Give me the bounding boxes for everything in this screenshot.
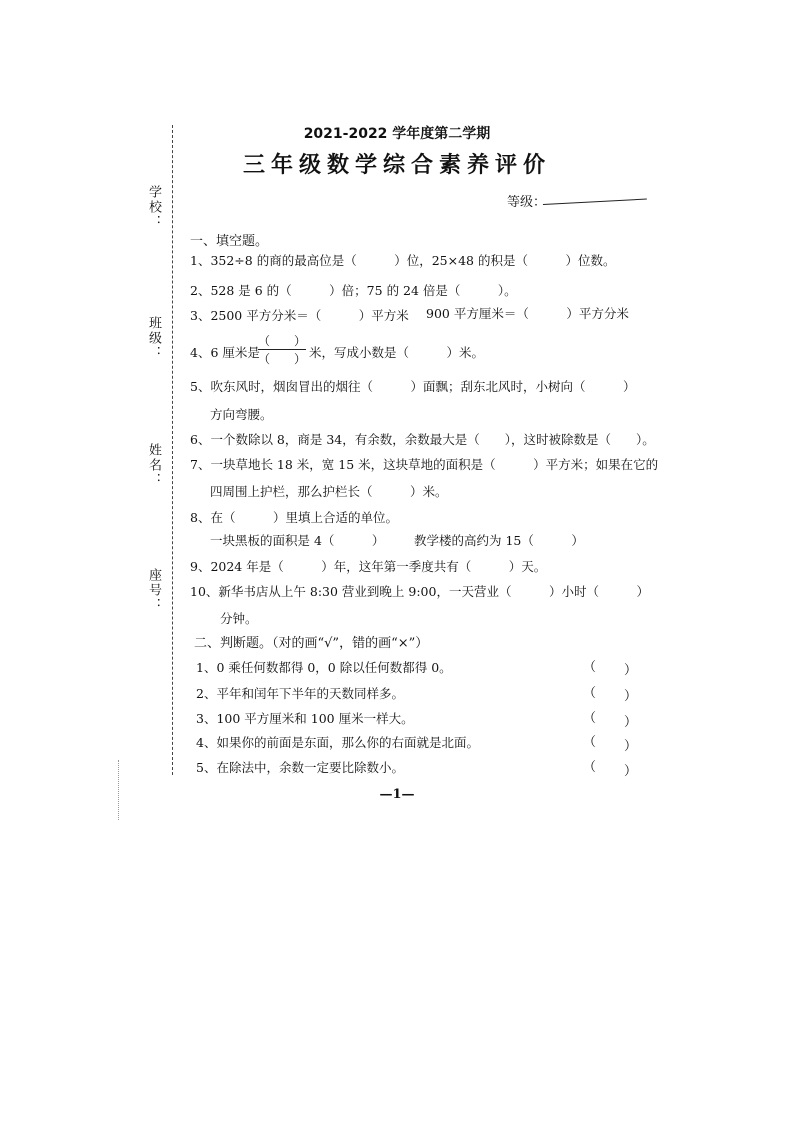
question-2: 2、528 是 6 的（ ）倍；75 的 24 倍是（ ）。 (190, 283, 517, 298)
school-label: 学校： (146, 185, 161, 230)
question-4b: 米，写成小数是（ ）米。 (309, 345, 485, 360)
question-4a: 4、6 厘米是 (190, 345, 260, 360)
judge-blank-3-close[interactable]: ） (624, 715, 638, 730)
judge-blank-1-open[interactable]: （ (583, 660, 597, 675)
judge-item-5: 5、在除法中，余数一定要比除数小。 (196, 760, 404, 775)
question-5a: 5、吹东风时，烟囱冒出的烟往（ ）面飘；刮东北风时，小树向（ ） (190, 379, 636, 394)
judge-blank-2-close[interactable]: ） (624, 689, 638, 704)
judge-blank-5-close[interactable]: ） (624, 764, 638, 779)
judge-blank-5-open[interactable]: （ (583, 760, 597, 775)
judge-blank-2-open[interactable]: （ (583, 686, 597, 701)
question-8a: 一块黑板的面积是 4（ ） (210, 533, 385, 548)
question-5b: 方向弯腰。 (210, 407, 273, 422)
question-7a: 7、一块草地长 18 米，宽 15 米，这块草地的面积是（ ）平方米；如果在它的 (190, 457, 659, 472)
judge-blank-3-open[interactable]: （ (583, 711, 597, 726)
class-label: 班级： (146, 316, 161, 361)
section1-heading: 一、填空题。 (190, 234, 269, 249)
question-3a: 3、2500 平方分米＝（ ）平方米 (190, 308, 409, 323)
grade-input-line[interactable] (542, 187, 647, 205)
fraction-numerator[interactable]: （ ） (258, 334, 307, 348)
grade-label: 等级： (507, 195, 547, 210)
question-10a: 10、新华书店从上午 8:30 营业到晚上 9:00，一天营业（ ）小时（ ） (190, 584, 649, 599)
question-10b: 分钟。 (220, 611, 258, 626)
question-8b: 教学楼的高约为 15（ ） (414, 533, 584, 548)
judge-item-4: 4、如果你的前面是东面，那么你的右面就是北面。 (196, 735, 479, 750)
question-8: 8、在（ ）里填上合适的单位。 (190, 510, 398, 525)
school-year: 2021-2022 学年度第二学期 (303, 126, 491, 142)
judge-item-1: 1、0 乘任何数都得 0，0 除以任何数都得 0。 (196, 660, 452, 675)
judge-blank-4-close[interactable]: ） (624, 739, 638, 754)
page-number: —1— (379, 787, 415, 802)
name-label: 姓名： (146, 443, 161, 488)
question-1: 1、352÷8 的商的最高位是（ ）位，25×48 的积是（ ）位数。 (190, 253, 616, 268)
judge-item-2: 2、平年和闰年下半年的天数同样多。 (196, 686, 404, 701)
question-9: 9、2024 年是（ ）年，这年第一季度共有（ ）天。 (190, 559, 547, 574)
question-7b: 四周围上护栏，那么护栏长（ ）米。 (210, 484, 448, 499)
question-6: 6、一个数除以 8，商是 34，有余数，余数最大是（ ），这时被除数是（ ）。 (190, 432, 655, 447)
judge-item-3: 3、100 平方厘米和 100 厘米一样大。 (196, 711, 414, 726)
judge-blank-4-open[interactable]: （ (583, 735, 597, 750)
seat-label: 座号： (146, 568, 161, 613)
fraction-blank[interactable] (258, 334, 307, 366)
page-title: 三年级数学综合素养评价 (242, 152, 551, 178)
fraction-denominator[interactable]: （ ） (258, 352, 307, 366)
question-3b: 900 平方厘米＝（ ）平方分米 (426, 306, 629, 321)
binding-dashed-line (172, 125, 173, 775)
judge-blank-1-close[interactable]: ） (624, 663, 638, 678)
section2-heading: 二、判断题。（对的画“√”，错的画“×”） (194, 636, 429, 651)
